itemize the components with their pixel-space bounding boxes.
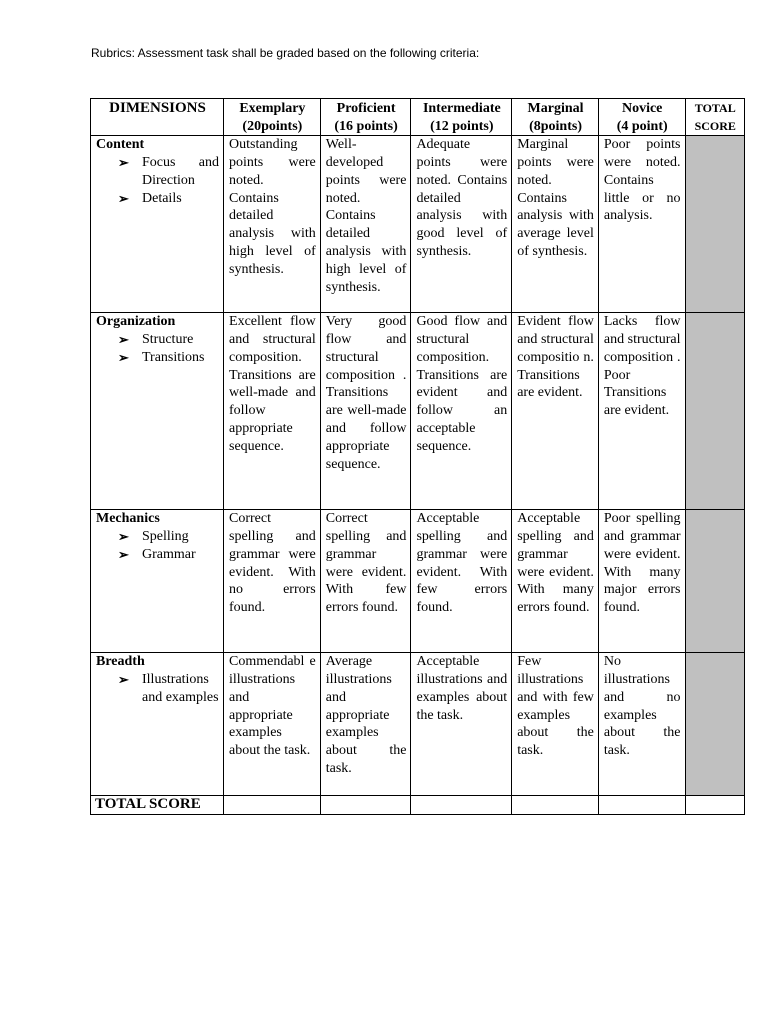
subitem-label: Transitions (142, 349, 205, 365)
criteria-cell: Poor points were noted. Contains little or no analysis. (598, 136, 685, 313)
header-level-novice (598, 99, 685, 136)
level-points: (8points) (529, 118, 582, 134)
level-name: Marginal (527, 101, 584, 116)
level-points: (12 points) (430, 118, 494, 134)
score-cell[interactable] (685, 313, 744, 510)
arrow-bullet-icon: ➢ (118, 190, 129, 206)
arrow-bullet-icon: ➢ (118, 154, 129, 170)
header-level-intermediate (411, 99, 512, 136)
criteria-cell: Few illustrations and with few examples about the task. (512, 653, 599, 796)
total-score-row (91, 796, 745, 815)
dimension-name: Mechanics (96, 511, 160, 527)
subitem-label: Structure (142, 331, 194, 347)
criteria-cell: Acceptable illustrations and examples about the task. (411, 653, 512, 796)
subitem (96, 528, 219, 546)
level-points: (4 point) (616, 118, 668, 134)
dimension-cell (91, 510, 224, 653)
arrow-bullet-icon: ➢ (118, 331, 129, 347)
criteria-cell: Acceptable spelling and grammar were evident. With few errors found. (411, 510, 512, 653)
criteria-cell: Average illustrations and appropriate examples about the task. (320, 653, 411, 796)
arrow-bullet-icon: ➢ (118, 671, 129, 687)
score-cell[interactable] (685, 653, 744, 796)
criteria-cell: Good flow and structural composition. Transitions are evident and follow an acceptable sequence. (411, 313, 512, 510)
subitem (96, 349, 219, 367)
criteria-cell: Lacks flow and structural composition . Poor Transitions are evident. (598, 313, 685, 510)
criteria-cell: Evident flow and structural compositio n. Transitions are evident. (512, 313, 599, 510)
rubric-table (90, 98, 745, 815)
criteria-cell: Commendabl e illustrations and appropriate examples about the task. (224, 653, 321, 796)
arrow-bullet-icon: ➢ (118, 528, 129, 544)
rubric-row-mechanics (91, 510, 745, 653)
total-cell[interactable] (598, 796, 685, 815)
dimension-cell (91, 136, 224, 313)
header-level-exemplary (224, 99, 321, 136)
total-score-label: TOTAL SCORE (91, 796, 224, 815)
intro-text: Rubrics: Assessment task shall be graded based on the following criteria: (91, 46, 480, 60)
criteria-cell: Poor spelling and grammar were evident. With many major errors found. (598, 510, 685, 653)
grand-total-cell[interactable] (685, 796, 744, 815)
dimension-subitems (96, 528, 219, 564)
dimension-name: Content (96, 137, 145, 153)
total-header-line2: SCORE (694, 118, 736, 133)
subitem (96, 154, 219, 190)
dimension-subitems (96, 671, 219, 707)
criteria-cell: Adequate points were noted. Contains detailed analysis with good level of synthesis. (411, 136, 512, 313)
dimension-cell (91, 313, 224, 510)
score-cell[interactable] (685, 136, 744, 313)
arrow-bullet-icon: ➢ (118, 546, 129, 562)
subitem (96, 546, 219, 564)
level-points: (20points) (242, 118, 303, 134)
criteria-cell: Excellent flow and structural composition. Transitions are well-made and follow appropriate sequence. (224, 313, 321, 510)
header-level-proficient (320, 99, 411, 136)
subitem-label: Focus and Direction (142, 154, 220, 188)
subitem (96, 331, 219, 349)
level-name: Intermediate (422, 101, 501, 116)
criteria-cell: Correct spelling and grammar were evident. With no errors found. (224, 510, 321, 653)
arrow-bullet-icon: ➢ (118, 349, 129, 365)
dimension-cell (91, 653, 224, 796)
criteria-cell: Acceptable spelling and grammar were evident. With many errors found. (512, 510, 599, 653)
subitem-label: Illustrations and examples (142, 671, 219, 705)
level-name: Novice (621, 101, 663, 116)
header-total-score (685, 99, 744, 136)
criteria-cell: No illustrations and no examples about the task. (598, 653, 685, 796)
rubric-row-content (91, 136, 745, 313)
dimension-name: Breadth (96, 654, 145, 670)
criteria-cell: Marginal points were noted. Contains analysis with average level of synthesis. (512, 136, 599, 313)
dimension-subitems (96, 154, 219, 207)
subitem (96, 190, 219, 208)
score-cell[interactable] (685, 510, 744, 653)
rubric-row-breadth (91, 653, 745, 796)
dimension-subitems (96, 331, 219, 367)
total-cell[interactable] (411, 796, 512, 815)
level-points: (16 points) (334, 118, 398, 134)
criteria-cell: Outstanding points were noted. Contains detailed analysis with high level of synthesis. (224, 136, 321, 313)
criteria-cell: Correct spelling and grammar were evident. With few errors found. (320, 510, 411, 653)
subitem-label: Grammar (142, 546, 196, 562)
header-row (91, 99, 745, 136)
total-cell[interactable] (224, 796, 321, 815)
criteria-cell: Very good flow and structural composition . Transitions are well-made and follow appropriate sequence. (320, 313, 411, 510)
dimension-name: Organization (96, 314, 176, 330)
level-name: Exemplary (239, 101, 306, 116)
header-level-marginal (512, 99, 599, 136)
rubric-row-organization (91, 313, 745, 510)
total-cell[interactable] (320, 796, 411, 815)
subitem (96, 671, 219, 707)
criteria-cell: Well-developed points were noted. Contains detailed analysis with high level of synthesis. (320, 136, 411, 313)
total-cell[interactable] (512, 796, 599, 815)
level-name: Proficient (336, 101, 396, 116)
header-dimensions: DIMENSIONS (91, 99, 224, 136)
subitem-label: Details (142, 190, 182, 206)
total-header-line1: TOTAL (694, 101, 736, 115)
subitem-label: Spelling (142, 528, 189, 544)
